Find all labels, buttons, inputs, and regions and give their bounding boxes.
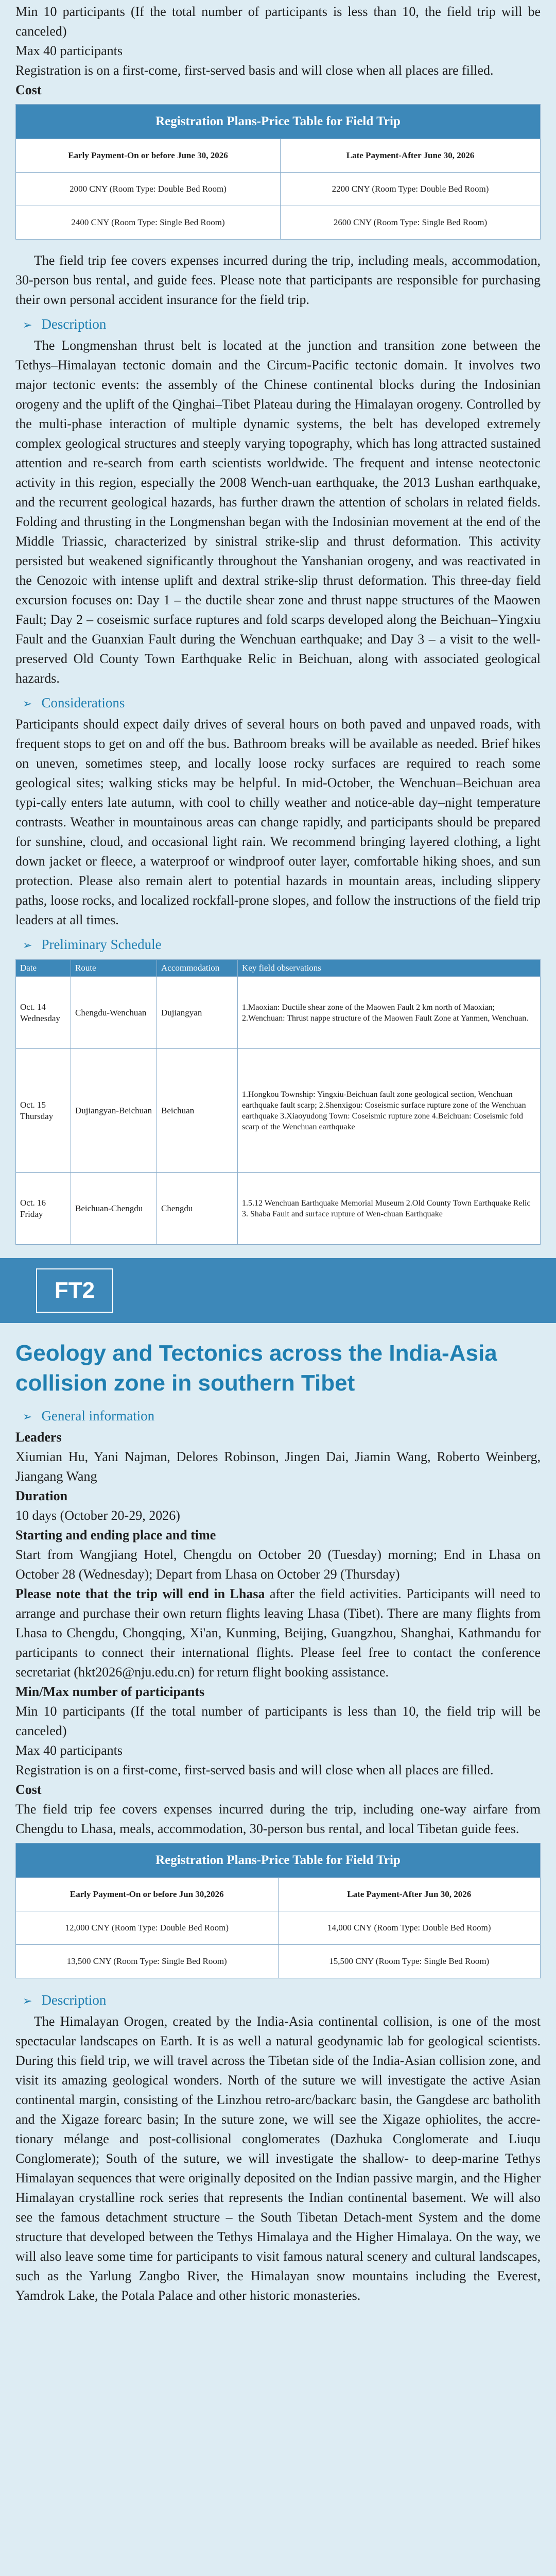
start-end-heading: Starting and ending place and time [15, 1528, 216, 1543]
fee-cell: 12,000 CNY (Room Type: Double Bed Room) [16, 1911, 279, 1945]
schedule-heading: ➢ Preliminary Schedule [23, 937, 162, 952]
fee-cell: 15,500 CNY (Room Type: Single Bed Room) [278, 1945, 541, 1978]
table-row [16, 977, 541, 1049]
route-cell: Dujiangyan-Beichuan [71, 1049, 157, 1173]
start-end-text: Start from Wangjiang Hotel, Chengdu on October 20 (Tuesday) morning; End in Lhasa on October 28 (Wednesday); Depart from Lhasa on October 29 (Thursday) [15, 1547, 541, 1582]
date-cell: Oct. 15 Thursday [16, 1049, 71, 1173]
observations-cell: 1.Hongkou Township: Yingxiu-Beichuan fault zone geological section, Wenchuan earthquake fault scarp; 2.Shenxigou: Coseismic surface rupture zone of the Wenchuan earthquake 3.Xiaoyudong Town: Coseismic rupture zone 4.Beichuan: Coseismic fold scarp of the Wenchuan earthquake [238, 1049, 541, 1173]
date-cell: Oct. 16 Friday [16, 1173, 71, 1245]
early-header: Early Payment-On or before Jun 30,2026 [16, 1878, 279, 1911]
col-header: Accommodation [157, 960, 238, 977]
cost-heading: Cost [15, 1782, 42, 1797]
ft2-badge: FT2 [36, 1268, 113, 1313]
route-cell: Chengdu-Wenchuan [71, 977, 157, 1049]
col-header: Key field observations [238, 960, 541, 977]
general-info-heading: ➢ General information [23, 1408, 155, 1423]
fee-cell: 14,000 CNY (Room Type: Double Bed Room) [278, 1911, 541, 1945]
observations-cell: 1.Maoxian: Ductile shear zone of the Maowen Fault 2 km north of Maoxian; 2.Wenchuan: Thrust nappe structure of the Maowen Fault Zone at Yanmen, Wenchuan. [238, 977, 541, 1049]
description-heading: ➢ Description [23, 1992, 107, 2008]
route-cell: Beichuan-Chengdu [71, 1173, 157, 1245]
late-header: Late Payment-After June 30, 2026 [281, 139, 541, 173]
fee-table-title: Registration Plans-Price Table for Field Trip [16, 1843, 541, 1878]
arrow-icon: ➢ [23, 939, 32, 952]
duration-text: 10 days (October 20-29, 2026) [15, 1508, 180, 1523]
table-row [16, 1173, 541, 1245]
schedule-table [15, 959, 541, 1245]
ft2-title: Geology and Tectonics across the India-Asia collision zone in southern Tibet [15, 1341, 497, 1396]
fee-table [15, 1843, 541, 1978]
cost-note: The field trip fee covers expenses incurred during the trip, including meals, accommodation, 30-person bus rental, and guide fees. Please note that participants are responsible for purchasing their own personal accident insurance for the field trip. [15, 253, 541, 307]
ft2-banner [0, 1258, 556, 1323]
cost-heading: Cost [15, 82, 42, 97]
participants-min: Min 10 participants (If the total number of participants is less than 10, the field trip will be canceled) [15, 4, 541, 39]
early-header: Early Payment-On or before June 30, 2026 [16, 139, 281, 173]
cost-note: The field trip fee covers expenses incurred during the trip, including one-way airfare from Chengdu to Lhasa, meals, accommodation, 30-person bus rental, and local Tibetan guide fees. [15, 1802, 541, 1836]
arrow-icon: ➢ [23, 1995, 32, 2008]
fee-cell: 13,500 CNY (Room Type: Single Bed Room) [16, 1945, 279, 1978]
considerations-text: Participants should expect daily drives of several hours on both paved and unpaved roads, with frequent stops to get on and off the bus. Bathroom breaks will be available as needed. Brief hikes on uneven, sometimes steep, and locally loose rocky surfaces are required to reach some geological sites; walking sticks may be helpful. In mid-October, the Wenchuan–Beichuan area typi-cally enters late autumn, with cool to chilly weather and notice-able day–night temperature contrasts. Weather in mountainous areas can change rapidly, and participants should be prepared for sunshine, cloud, and occasional light rain. We recommend bringing layered clothing, a light down jacket or fleece, a waterproof or windproof outer layer, comfortable hiking shoes, and sun protection. Please also remain alert to potential hazards in mountain areas, including slippery paths, loose rocks, and localized rockfall-prone slopes, and follow the instructions of the field trip leaders at all times. [15, 717, 541, 927]
observations-cell: 1.5.12 Wenchuan Earthquake Memorial Museum 2.Old County Town Earthquake Relic 3. Shaba Fault and surface rupture of Wen-chuan Earthquake [238, 1173, 541, 1245]
fee-cell: 2000 CNY (Room Type: Double Bed Room) [16, 173, 281, 206]
fee-cell: 2400 CNY (Room Type: Single Bed Room) [16, 206, 281, 240]
minmax-heading: Min/Max number of participants [15, 1684, 205, 1699]
arrow-icon: ➢ [23, 319, 32, 332]
fee-table [15, 104, 541, 240]
date-cell: Oct. 14 Wednesday [16, 977, 71, 1049]
accommodation-cell: Dujiangyan [157, 977, 238, 1049]
col-header: Date [16, 960, 71, 977]
arrow-icon: ➢ [23, 698, 32, 710]
leaders-heading: Leaders [15, 1430, 62, 1445]
fee-cell: 2600 CNY (Room Type: Single Bed Room) [281, 206, 541, 240]
page [0, 2, 556, 2576]
accommodation-cell: Beichuan [157, 1049, 238, 1173]
registration-note: Registration is on a first-come, first-served basis and will close when all places are filled. [15, 1762, 494, 1777]
table-row [16, 1049, 541, 1173]
considerations-heading: ➢ Considerations [23, 695, 125, 710]
duration-heading: Duration [15, 1488, 68, 1503]
description-text: The Longmenshan thrust belt is located at the junction and transition zone between the Tethys–Himalayan tectonic domain and the Circum-Pacific tectonic domain. It involves two major tectonic events: the assembly of the Chinese continental blocks during the Indosinian orogeny and the uplift of the Qinghai–Tibet Plateau during the Himalayan orogeny. Controlled by the multi-phase interaction of multiple dynamic systems, the belt has developed extremely complex geological structures and steeply varying topography, which has long attracted sustained attention and re-search from earth scientists worldwide. The frequent and intense neotectonic activity in this region, especially the 2008 Wench-uan earthquake, the 2013 Lushan earthquake, and the recurrent geological hazards, has further drawn the attention of scholars in related fields. Folding and thrusting in the Longmenshan began with the Indosinian movement at the end of the Middle Triassic, characterized by sinistral strike-slip and thrust deformation. This activity persisted but weakened significantly throughout the Yanshanian orogeny, and was reactivated in the Cenozoic with intense uplift and dextral strike-slip thrust deformation. This three-day field excursion focuses on: Day 1 – the ductile shear zone and thrust nappe structures of the Maowen Fault; Day 2 – coseismic surface ruptures and fold scarps developed along the Beichuan–Yingxiu Fault and the Guanxian Fault during the Wenchuan earthquake; and Day 3 – a visit to the well-preserved Old County Town Earthquake Relic in Beichuan, along with associated geological hazards. [15, 338, 541, 686]
registration-note: Registration is on a first-come, first-served basis and will close when all places are filled. [15, 63, 494, 78]
col-header: Route [71, 960, 157, 977]
lhasa-note: Please note that the trip will end in Lhasa after the field activities. Participants will need to arrange and purchase their own return flights leaving Lhasa (Tibet). There are many flights from Lhasa to Chengdu, Chongqing, Xi'an, Kunming, Beijing, Guangzhou, Shanghai, Kathmandu for participants to connect their international flights. Please feel free to contact the conference secretariat (hkt2026@nju.edu.cn) for return flight booking assistance. [15, 1586, 541, 1680]
fee-cell: 2200 CNY (Room Type: Double Bed Room) [281, 173, 541, 206]
description-heading: ➢ Description [23, 316, 107, 332]
participants-min: Min 10 participants (If the total number of participants is less than 10, the field trip will be canceled) [15, 1704, 541, 1738]
fee-table-title: Registration Plans-Price Table for Field Trip [16, 105, 541, 139]
leaders-text: Xiumian Hu, Yani Najman, Delores Robinson, Jingen Dai, Jiamin Wang, Roberto Weinberg, Jiangang Wang [15, 1449, 541, 1484]
arrow-icon: ➢ [23, 1411, 32, 1423]
participants-max: Max 40 participants [15, 43, 123, 58]
description-text: The Himalayan Orogen, created by the India-Asia continental collision, is one of the most spectacular landscapes on Earth. It is as well a natural geodynamic lab for geological scientists. During this field trip, we will travel across the Tibetan side of the India-Asian collision zone, and visit its amazing geological wonders. North of the suture we will investigate the active Asian continental margin, consisting of the Linzhou retro-arc/backarc basin, the Gangdese arc batholith and the Xigaze forearc basin; In the suture zone, we will see the Xigaze ophiolites, the accre-tionary mélange and post-collisional conglomerates (Dazhuka Conglomerate and Liuqu Conglomerate); South of the suture, we will investigate the shallow- to deep-marine Tethys Himalayan sequences that were originally deposited on the Indian passive margin, and the Higher Himalayan crystalline rock series that represents the Indian continental basement. We will also see the famous detachment structure – the South Tibetan Detach-ment System and the dome structure that developed between the Tethys Himalaya and the Higher Himalaya. On the way, we will also leave some time for participants to visit famous natural scenery and cultural landscapes, such as the Yarlung Zangbo River, the Himalayan snow mountains including the Everest, Yamdrok Lake, the Potala Palace and other historic monasteries. [15, 2014, 541, 2303]
late-header: Late Payment-After Jun 30, 2026 [278, 1878, 541, 1911]
accommodation-cell: Chengdu [157, 1173, 238, 1245]
participants-max: Max 40 participants [15, 1743, 123, 1758]
